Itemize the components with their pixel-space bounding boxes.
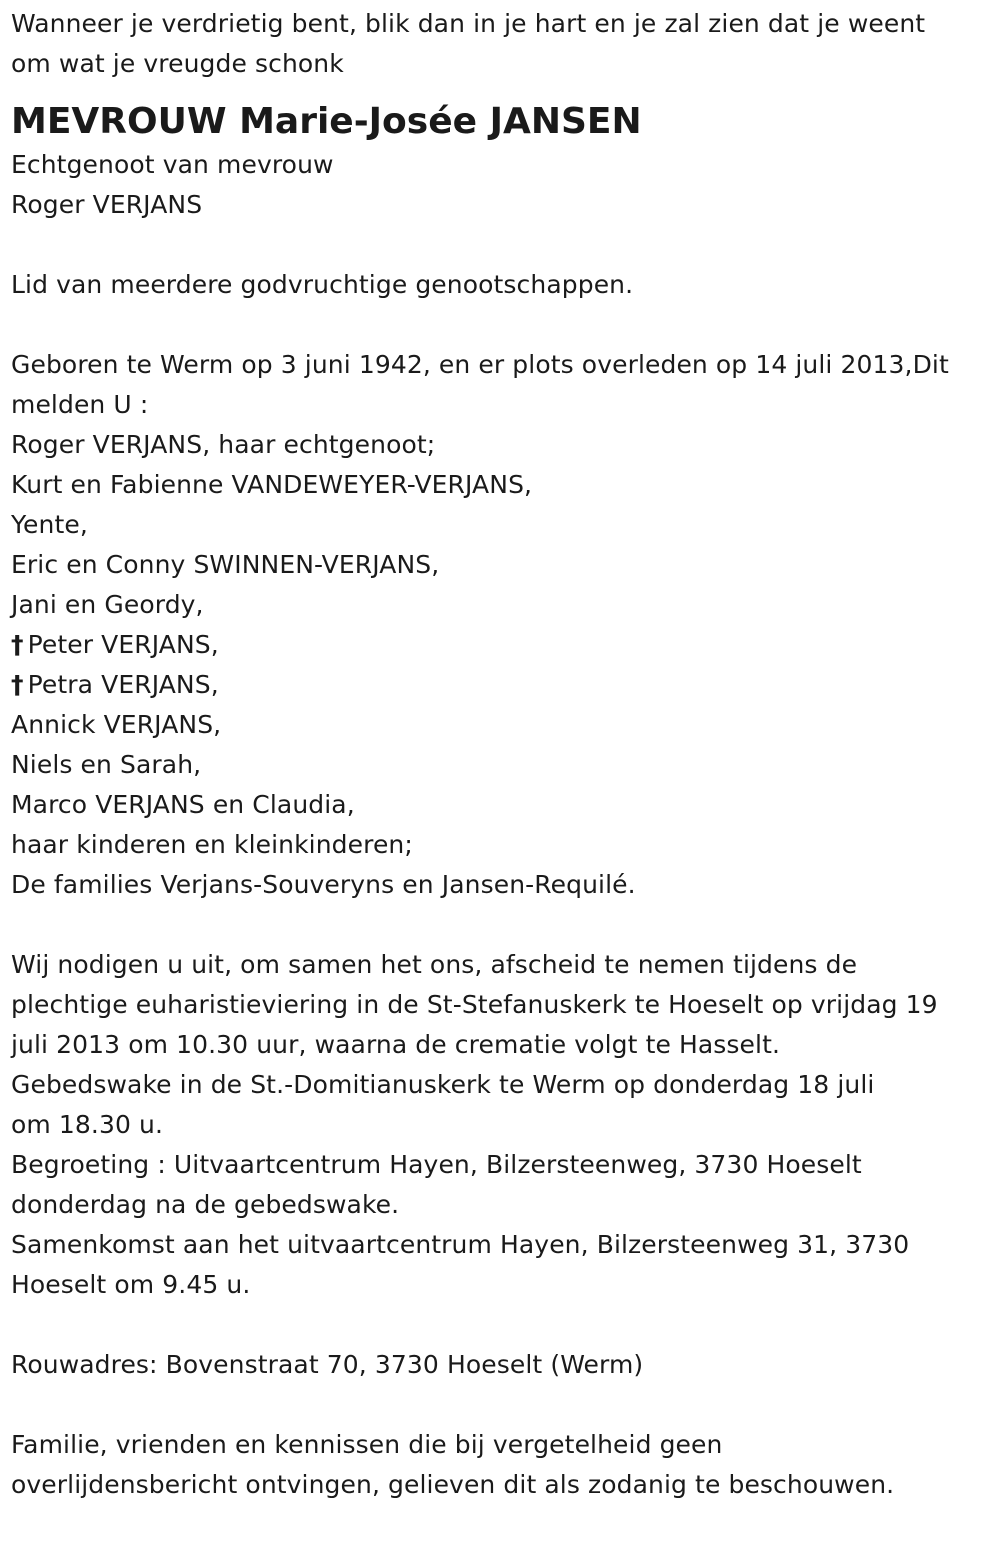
family-member bbox=[11, 505, 991, 545]
spouse-line: Echtgenoot van mevrouw bbox=[11, 150, 334, 179]
family-list bbox=[11, 425, 991, 905]
spouse-block bbox=[11, 145, 991, 225]
family-member bbox=[11, 585, 991, 625]
family-member-name: Petra VERJANS, bbox=[27, 670, 219, 699]
invitation-line: om 18.30 u. bbox=[11, 1110, 164, 1139]
quote-line: om wat je vreugde schonk bbox=[11, 49, 344, 78]
family-member bbox=[11, 785, 991, 825]
invitation-line: Wij nodigen u uit, om samen het ons, afscheid te nemen tijdens de bbox=[11, 950, 858, 979]
invitation-line: juli 2013 om 10.30 uur, waarna de crematie volgt te Hasselt. bbox=[11, 1030, 781, 1059]
announcement-line: melden U : bbox=[11, 390, 149, 419]
family-member-name: Yente, bbox=[11, 510, 88, 539]
family-member bbox=[11, 665, 991, 705]
announcement-line: Geboren te Werm op 3 juni 1942, en er plots overleden op 14 juli 2013,Dit bbox=[11, 350, 949, 379]
closing-line: Familie, vrienden en kennissen die bij vergetelheid geen bbox=[11, 1430, 723, 1459]
invitation-block bbox=[11, 945, 991, 1305]
family-member-name: Peter VERJANS, bbox=[27, 630, 219, 659]
invitation-line: Hoeselt om 9.45 u. bbox=[11, 1270, 251, 1299]
family-member bbox=[11, 545, 991, 585]
family-member-name: haar kinderen en kleinkinderen; bbox=[11, 830, 413, 859]
family-member-name: Jani en Geordy, bbox=[11, 590, 204, 619]
announcement-block bbox=[11, 345, 991, 425]
family-member-name: De families Verjans-Souveryns en Jansen-Requilé. bbox=[11, 870, 636, 899]
family-member bbox=[11, 425, 991, 465]
quote-line: Wanneer je verdrietig bent, blik dan in je hart en je zal zien dat je weent bbox=[11, 9, 926, 38]
family-member bbox=[11, 465, 991, 505]
family-member bbox=[11, 825, 991, 865]
cross-icon: † bbox=[11, 670, 24, 699]
family-member bbox=[11, 745, 991, 785]
closing-block bbox=[11, 1425, 991, 1505]
closing-line: overlijdensbericht ontvingen, gelieven dit als zodanig te beschouwen. bbox=[11, 1470, 895, 1499]
family-member bbox=[11, 705, 991, 745]
quote-block bbox=[11, 4, 991, 84]
family-member-name: Roger VERJANS, haar echtgenoot; bbox=[11, 430, 436, 459]
invitation-line: plechtige euharistieviering in de St-Stefanuskerk te Hoeselt op vrijdag 19 bbox=[11, 990, 938, 1019]
obituary-notice bbox=[11, 4, 991, 1505]
mourning-address: Rouwadres: Bovenstraat 70, 3730 Hoeselt (Werm) bbox=[11, 1350, 644, 1379]
family-member-name: Kurt en Fabienne VANDEWEYER-VERJANS, bbox=[11, 470, 533, 499]
deceased-name: MEVROUW Marie-Josée JANSEN bbox=[11, 101, 642, 142]
spouse-line: Roger VERJANS bbox=[11, 190, 203, 219]
family-member bbox=[11, 865, 991, 905]
invitation-line: donderdag na de gebedswake. bbox=[11, 1190, 400, 1219]
family-member-name: Eric en Conny SWINNEN-VERJANS, bbox=[11, 550, 440, 579]
invitation-line: Samenkomst aan het uitvaartcentrum Hayen, Bilzersteenweg 31, 3730 bbox=[11, 1230, 910, 1259]
cross-icon: † bbox=[11, 630, 24, 659]
family-member-name: Annick VERJANS, bbox=[11, 710, 222, 739]
membership-text: Lid van meerdere godvruchtige genootschappen. bbox=[11, 270, 634, 299]
invitation-line: Gebedswake in de St.-Domitianuskerk te Werm op donderdag 18 juli bbox=[11, 1070, 875, 1099]
family-member-name: Niels en Sarah, bbox=[11, 750, 202, 779]
family-member-name: Marco VERJANS en Claudia, bbox=[11, 790, 355, 819]
invitation-line: Begroeting : Uitvaartcentrum Hayen, Bilzersteenweg, 3730 Hoeselt bbox=[11, 1150, 862, 1179]
family-member bbox=[11, 625, 991, 665]
